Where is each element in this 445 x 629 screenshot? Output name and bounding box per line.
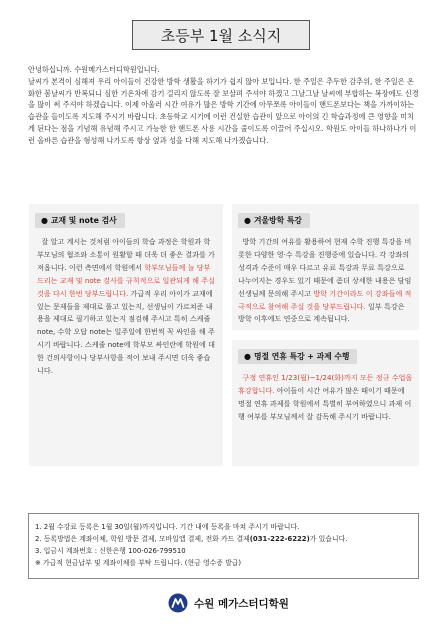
intro-greeting: 안녕하십니까. 수원메가스터디학원입니다. — [28, 65, 160, 74]
section-text: 방학 기간의 여유를 활용하여 현재 수학 진행 특강을 비롯한 다양한 영·수 특강을 진행중에 있습니다. 각 강좌의 성격과 수준이 매우 다르고 유료 특강과 무료 특강으로 나누어지는 경우도 있기 때문에 좀더 상세한 내용은 담임 선생님께 문의해 주시고 — [238, 237, 412, 298]
megastudy-logo-icon — [168, 593, 188, 613]
section-text: 일부 특강은 방학 이후에도 연중으로 계속됩니다. — [238, 301, 405, 324]
section-heading — [238, 349, 357, 364]
section-highlight-text: 방학 기간이라도 이 강좌들에 적극적으로 참여해 주실 것을 당부드립니다. — [238, 288, 412, 311]
bullet-icon: ● — [244, 216, 251, 225]
holiday-section — [232, 340, 419, 466]
section-heading-label: 명절 연휴 특강 + 과제 수행 — [253, 352, 350, 361]
section-text: 가급적 우리 아이가 교재에 있는 문제들을 제대로 풀고 있는지, 선생님이 가르쳐준 내용을 제대로 필기하고 있는지 점검해 주시고 특히 스케줄 note, 수학 오답 note는 일주일에 한번씩 꼭 싸인을 해 주시기 바랍니다. 스케줄 note에 학부모 싸인란에 학원에 대한 건의사항이나 당부사항을 적어 보내 주시면 더욱 좋습니다. — [37, 288, 215, 376]
payment-notice — [28, 513, 419, 579]
section-body — [238, 236, 413, 326]
winter-special-section — [232, 204, 419, 330]
section-heading — [238, 213, 310, 228]
notice-line: 1. 2월 수강료 등록은 1월 30일(월)까지입니다. 기간 내에 등록을 마쳐 주시기 바랍니다. — [35, 523, 300, 531]
section-body — [37, 236, 215, 378]
notice-line — [35, 533, 412, 545]
notice-line: 3. 입금시 계좌번호 : 신한은행 100-026-799510 — [35, 547, 186, 555]
section-heading — [35, 213, 125, 228]
section-highlight-text: 구정 연휴인 1/23(월)~1/24(화)까지 모든 정규 수업을 휴강합니다. — [238, 373, 413, 395]
section-body — [238, 372, 413, 424]
intro-paragraph: 날씨가 본격이 심해져 우리 아이들이 건강한 방학 생활을 하기가 쉽지 않아 보입니다. 한 주일은 추두한 감추위, 한 주일은 온화한 봄날씨가 반복되니 심한 기온차에 감기 걸리지 않도록 잘 보살펴 주셔야 하겠고 그날그날 날씨에 부합하는 복장에도 신경을 많이 써 주셔야 하겠습니다. 이제 아울러 시간 여유가 많은 방학 기간에 아무쪼록 아이들이 핸드폰보다는 책을 가까이하는 습관을 들이도록 지도해 주시기 바랍니다. 초등학교 시기에 이런 건실한 습관이 앞으로 아이의 긴 학습과정에 큰 영향을 미치게 된다는 점을 기념해 유념해 주시고 가능한 한 핸드폰 사용 시간을 줄이도록 이끌어 주십시오. 학원도 아이들 하나하나가 이런 올바른 습관을 형성해 나가도록 항상 옆과 성을 다해 지도해 나가겠습니다. — [28, 76, 419, 145]
academy-name: 수원 메가스터디학원 — [194, 597, 289, 610]
section-text: 아이들이 시간 여유가 많은 때이기 때문에 명절 연휴 과제를 학원에서 특별히 부여하였으니 과제 이행 여부를 부모님께서 잘 감독해 주시기 바랍니다. — [238, 385, 412, 421]
intro-text — [28, 64, 420, 147]
phone-number: (031-222-6222) — [249, 535, 310, 543]
bullet-icon: ● — [244, 352, 251, 361]
bullet-icon: ● — [41, 216, 48, 225]
section-heading-label: 교재 및 note 검사 — [50, 216, 117, 225]
section-text: 잘 알고 계시는 것처럼 아이들의 학습 과정은 학원과 학부모님의 협조와 소통이 원활할 때 더욱 더 좋은 결과를 가져옵니다. 이런 측면에서 학원에서 — [37, 237, 215, 272]
notice-text: 2. 등록방법은 계좌이체, 학원 방문 결제, 모바일앱 결제, 전화 카드 결제 — [35, 535, 250, 543]
academy-logo — [168, 592, 289, 614]
notice-line: ※ 가급적 현금납부 및 계좌이체를 부탁 드립니다. (현금 영수증 발급) — [35, 559, 242, 567]
newsletter-title: 초등부 1월 소식지 — [132, 20, 310, 50]
section-heading-label: 겨울방학 특강 — [253, 216, 302, 225]
notice-text: 가 있습니다. — [309, 535, 348, 543]
section-highlight-text: 학부모님들께 늘 당부드리는 교재 및 note 검사를 규칙적으로 일관되게 해 주실 것을 다시 한번 당부드립니다. — [37, 262, 215, 298]
textbook-check-section — [29, 204, 223, 466]
